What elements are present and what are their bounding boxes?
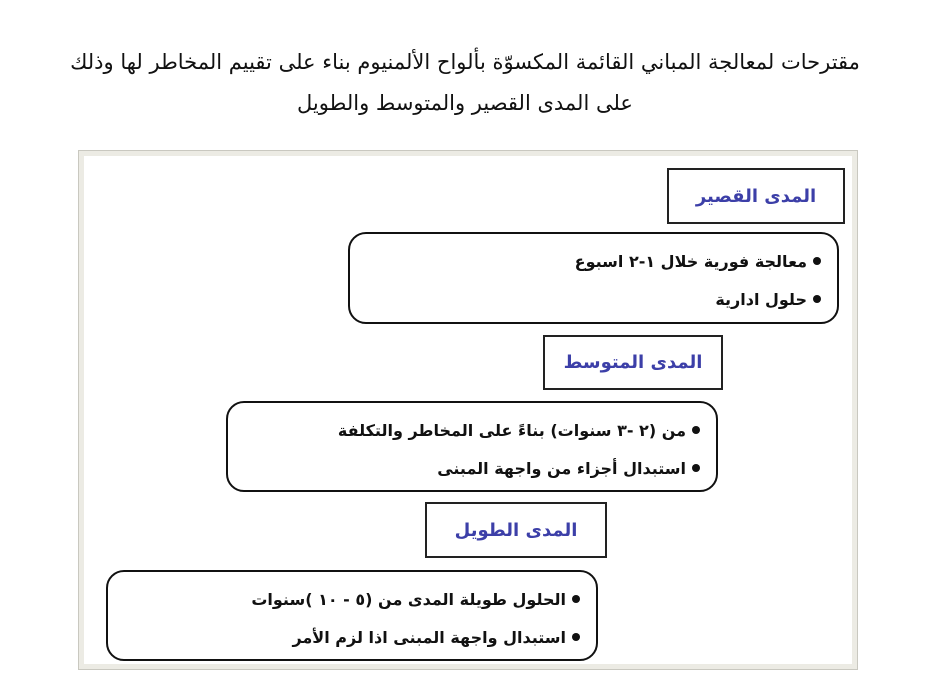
long-term-item-1	[116, 580, 580, 618]
medium-term-label: المدى المتوسط	[563, 352, 703, 373]
short-term-item-2	[358, 280, 821, 318]
bullet-icon	[813, 295, 821, 303]
heading-line-1: مقترحات لمعالجة المباني القائمة المكسوّة بألواح الألمنيوم بناء على تقييم المخاطر لها وذلك	[70, 50, 860, 74]
short-term-item-1	[358, 242, 821, 280]
bullet-icon	[692, 464, 700, 472]
bullet-icon	[692, 426, 700, 434]
bullet-icon	[572, 633, 580, 641]
long-term-items-box	[106, 570, 598, 661]
long-term-item-1-text: الحلول طويلة المدى من (٥ - ١٠ )سنوات	[251, 589, 566, 609]
short-term-label-box	[667, 168, 845, 224]
medium-term-item-1	[236, 411, 700, 449]
short-term-item-2-text: حلول ادارية	[715, 289, 807, 309]
long-term-label-box	[425, 502, 607, 558]
medium-term-items-box	[226, 401, 718, 492]
medium-term-label-box	[543, 335, 723, 390]
heading-line-2: على المدى القصير والمتوسط والطويل	[297, 91, 633, 115]
medium-term-item-1-text: من (٢ -٣ سنوات) بناءً على المخاطر والتكلفة	[337, 420, 686, 440]
long-term-item-2-text: استبدال واجهة المبنى اذا لزم الأمر	[292, 627, 566, 647]
short-term-item-1-text: معالجة فورية خلال ١-٢ اسبوع	[574, 251, 807, 271]
medium-term-item-2-text: استبدال أجزاء من واجهة المبنى	[437, 458, 686, 478]
bullet-icon	[572, 595, 580, 603]
long-term-label: المدى الطويل	[454, 519, 578, 541]
short-term-items-box	[348, 232, 839, 324]
short-term-label: المدى القصير	[695, 185, 817, 207]
bullet-icon	[813, 257, 821, 265]
medium-term-item-2	[236, 449, 700, 487]
long-term-item-2	[116, 618, 580, 656]
